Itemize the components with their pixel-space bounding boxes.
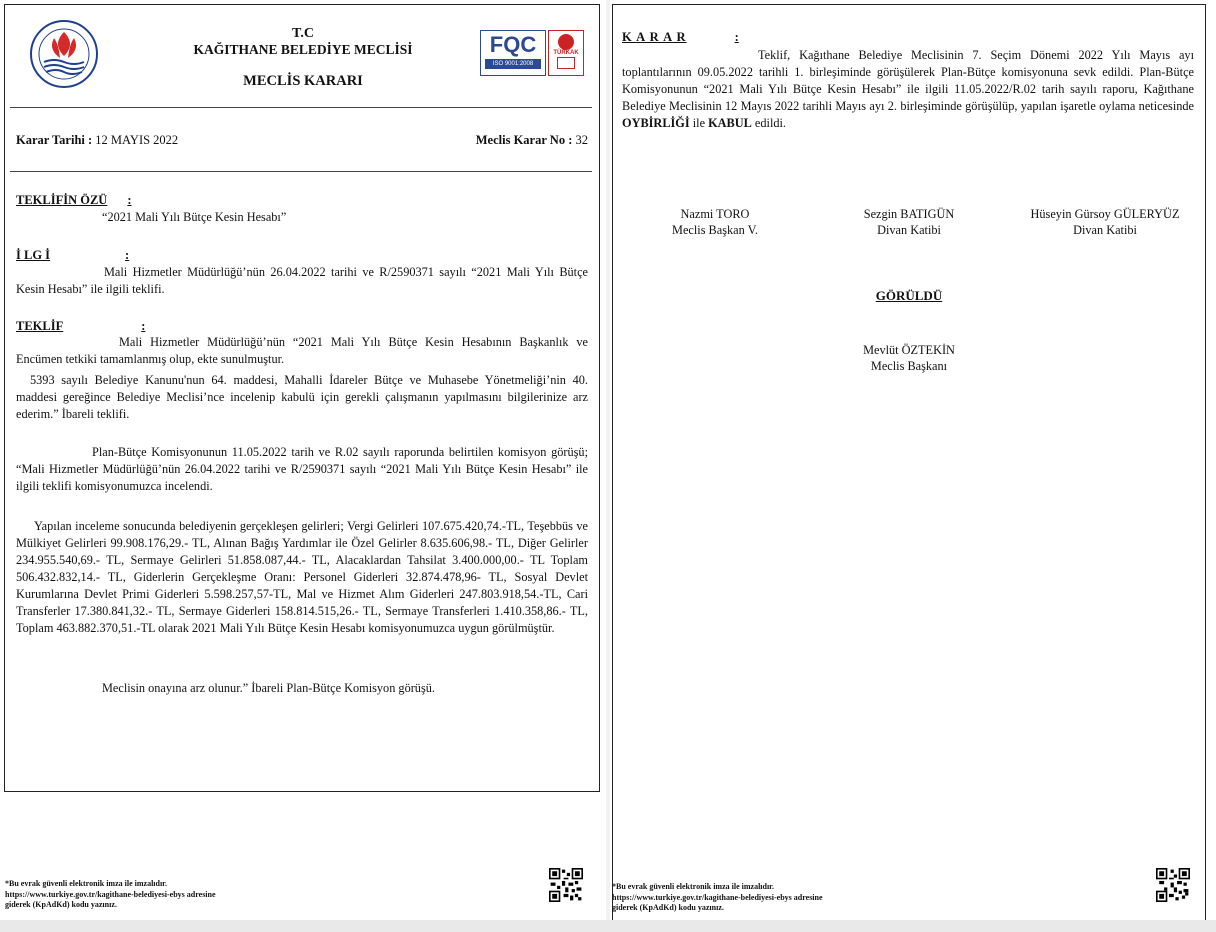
ilgi-text: Mali Hizmetler Müdürlüğü’nün 26.04.2022 tarihi ve R/2590371 sayılı “2021 Mali Yılı Bütçe Kesin Hesabı” ile ilgili teklifi. <box>16 265 588 296</box>
ozu-text: “2021 Mali Yılı Bütçe Kesin Hesabı” <box>102 210 287 224</box>
right-page-frame <box>612 4 1206 920</box>
right-footer-esign-note <box>612 882 932 914</box>
goruldu-name: Mevlüt ÖZTEKİN <box>863 343 955 357</box>
number-value: 32 <box>575 133 588 147</box>
karar-heading <box>622 28 739 46</box>
signature-2-name: Sezgin BATIGÜN <box>863 207 955 221</box>
decision-number <box>476 133 588 148</box>
goruldu-heading: GÖRÜLDÜ <box>875 288 943 303</box>
number-label: Meclis Karar No : <box>475 133 573 147</box>
left-footer-esign-note <box>5 879 325 911</box>
footer-line-2: https://www.turkiye.gov.tr/kagithane-belediyesi-ebys adresine <box>5 889 216 899</box>
date-label: Karar Tarihi : <box>16 133 93 147</box>
goruldu-title: Meclis Başkanı <box>870 359 948 373</box>
karar-text-body: Teklif, Kağıthane Belediye Meclisinin 7. Seçim Dönemi 2022 Yılı Mayıs ayı toplantılarının 09.05.2022 tarihli 1. birleşiminde görüşülerek Plan-Bütçe komisyonuna sevk edildi. Plan-Bütçe Komisyonunun “2021 Mali Yılı Bütçe Kesin Hesabı” ile ilgili 11.05.2022/R.02 tarih sayılı raporu, Kağıthane Belediye Meclisinin 12 Mayıs 2022 tarihli Mayıs ayı 2. birleşiminde görüşülüp, yapılan işaretle oylama neticesinde <box>622 48 1194 113</box>
iso-text: ISO 9001:2008 <box>485 59 541 69</box>
karar-kabul: KABUL <box>708 116 752 130</box>
section-teklif-heading <box>16 317 145 335</box>
signature-1 <box>640 206 790 238</box>
komisyon-paragraph-1: Plan-Bütçe Komisyonunun 11.05.2022 tarih ve R.02 sayılı raporunda belirtilen komisyon görüşü; “Mali Hizmetler Müdürlüğü’nün 26.04.2022 tarihi ve R/2590371 sayılı “2021 Mali Yılı Bütçe Kesin Hesabı” ile ilgili teklifi komisyonumuzca incelendi. <box>16 445 588 493</box>
decision-date <box>16 133 178 148</box>
ozu-label: TEKLİFİN ÖZÜ <box>16 193 108 207</box>
signature-3-title: Divan Katibi <box>1073 223 1137 237</box>
fqc-text: FQC <box>489 32 537 57</box>
footer-line-1: *Bu evrak güvenli elektronik imza ile imzalıdır. <box>612 882 774 891</box>
footer-line-3: giderek (KpAdKd) kodu yazınız. <box>5 900 117 909</box>
footer-line-3: giderek (KpAdKd) kodu yazınız. <box>612 903 724 912</box>
bottom-gray-strip <box>0 920 1216 932</box>
signature-1-title: Meclis Başkan V. <box>672 223 758 237</box>
header-institution: KAĞITHANE BELEDİYE MECLİSİ <box>193 42 413 57</box>
ilgi-colon: : <box>125 248 130 262</box>
signature-1-name: Nazmi TORO <box>680 207 750 221</box>
right-qr-code-icon <box>1156 868 1190 902</box>
turkak-text: TÜRKAK <box>553 50 579 56</box>
goruldu-signature <box>824 342 994 374</box>
ozu-colon: : <box>127 193 132 207</box>
komisyon-paragraph-2: Yapılan inceleme sonucunda belediyenin gerçekleşen gelirleri; Vergi Gelirleri 107.675.420,74.-TL, Teşebbüs ve Mülkiyet Gelirleri 99.908.176,29.- TL, Alınan Bağış Yardımlar ile Özel Gelirler 8.635.606,98.- TL, Diğer Gelirler 234.955.540,69.- TL, Sermaye Gelirleri 51.858.087,44.- TL, Alacaklardan Tahsilat 3.400.000,00.- TL Toplam 506.432.832,14.- TL, Giderlerin Gerçekleşme Oranı: Personel Giderleri 32.874.478,96- TL, Sosyal Devlet Kurumlarına Devlet Primi Giderleri 5.598.257,57-TL, Mal ve Hizmet Alım Giderleri 247.803.918,54.-TL, Cari Transferler 17.380.841,32.- TL, Sermaye Giderleri 158.814.515,26.- TL, Sermaye Transferleri 1.410.358,86.- TL, Toplam 463.882.370,51.-TL olarak 2021 Mali Yılı Bütçe Kesin Hesabı komisyonumuzca uygun görülmüştür. <box>16 519 588 635</box>
komisyon-paragraph-3: Meclisin onayına arz olunur.” İbareli Plan-Bütçe Komisyon görüşü. <box>102 681 435 695</box>
right-page <box>610 0 1216 920</box>
section-ozu-heading <box>16 191 132 209</box>
teklif-colon: : <box>141 319 146 333</box>
signature-3 <box>1010 206 1200 238</box>
meta-divider <box>10 171 592 172</box>
left-qr-code-icon <box>549 868 583 902</box>
header-doc-type: MECLİS KARARI <box>243 73 363 89</box>
header-tc: T.C <box>292 26 314 41</box>
fqc-cert-logo-icon <box>480 30 546 76</box>
ilgi-label: İ LG İ <box>16 248 51 262</box>
signature-3-name: Hüseyin Gürsoy GÜLERYÜZ <box>1030 207 1180 221</box>
karar-oybirligi: OYBİRLİĞİ <box>622 116 690 130</box>
karar-colon: : <box>734 30 739 44</box>
left-page <box>0 0 606 920</box>
teklif-paragraph-2: 5393 sayılı Belediye Kanunu'nun 64. maddesi, Mahalli İdareler Bütçe ve Muhasebe Yönetmeliği’nin 40. maddesi gereğince Belediye Meclisi’nce incelenip kabulü için gerekli çalışmanın yapılmasını bilgilerinize arz ederim.” İbareli teklifi. <box>16 373 588 421</box>
teklif-paragraph-1: Mali Hizmetler Müdürlüğü’nün “2021 Mali Yılı Bütçe Kesin Hesabının Başkanlık ve Encümen tetkiki tamamlanmış olup, ekte sunulmuştur. <box>16 335 588 366</box>
date-value: 12 MAYIS 2022 <box>95 133 179 147</box>
signature-2-title: Divan Katibi <box>877 223 941 237</box>
karar-label: K A R A R <box>622 30 687 44</box>
section-ilgi-heading <box>16 246 129 264</box>
signature-2 <box>834 206 984 238</box>
footer-line-1: *Bu evrak güvenli elektronik imza ile imzalıdır. <box>5 879 167 888</box>
footer-line-2: https://www.turkiye.gov.tr/kagithane-belediyesi-ebys adresine <box>612 892 823 902</box>
turkak-logo-icon <box>548 30 584 76</box>
header-divider <box>10 107 592 108</box>
teklif-label: TEKLİF <box>16 319 64 333</box>
karar-text: Teklif, Kağıthane Belediye Meclisinin 7. Seçim Dönemi 2022 Yılı Mayıs ayı toplantılarının 09.05.2022 tarihli 1. birleşiminde görüşülerek Plan-Bütçe komisyonuna sevk edildi. Plan-Bütçe Komisyonunun “2021 Mali Yılı Bütçe Kesin Hesabı” ile ilgili 11.05.2022/R.02 tarih sayılı raporu, Kağıthane Belediye Meclisinin 12 Mayıs 2022 tarihli Mayıs ayı 2. birleşiminde görüşülüp, yapılan işaretle oylama neticesinde OYBİRLİĞİ ile KABUL edildi. <box>622 48 1194 130</box>
